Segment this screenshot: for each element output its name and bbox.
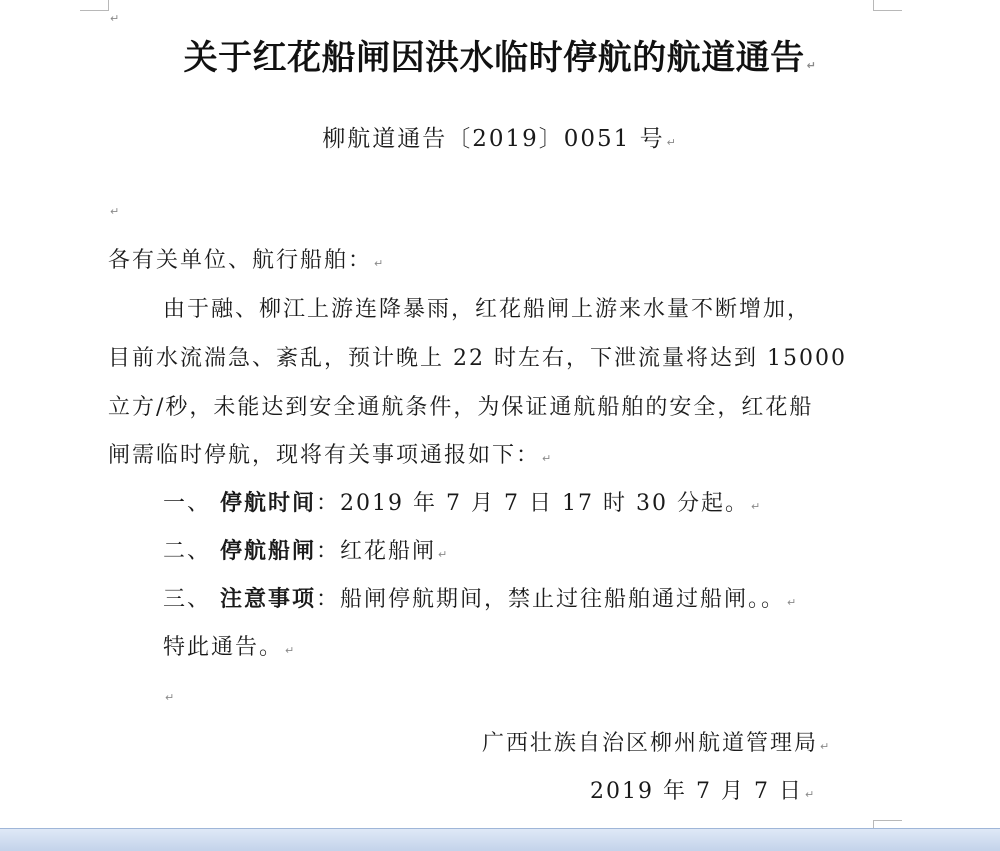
page-corner-top-right [873,0,902,11]
body-line[interactable]: 由于融、柳江上游连降暴雨，红花船闸上游来水量不断增加， [163,297,812,322]
paragraph-mark: ↵ [110,12,120,25]
page-corner-top-left [80,0,109,11]
document-number[interactable]: 柳航道通告〔2019〕0051 号 ↵ [322,126,678,152]
list-item-number: 一、 [163,491,212,516]
list-item-text: ：红花船闸 [316,539,437,564]
document-title[interactable]: 关于红花船闸因洪水临时停航的航道通告 ↵ [183,38,817,78]
issuer-signature[interactable]: 广西壮族自治区柳州航道管理局 ↵ [482,731,832,756]
list-item-number: 二、 [163,539,212,564]
list-item-text: ：船闸停航期间，禁止过往船舶通过船闸。。 [316,587,786,612]
body-line[interactable]: 立方/秒，未能达到安全通航条件，为保证通航船舶的安全，红花船 [108,395,814,420]
closing-text[interactable]: 特此通告。 ↵ [163,635,297,660]
body-line[interactable]: 目前水流湍急、紊乱，预计晚上 22 时左右，下泄流量将达到 15000 [108,346,847,371]
list-item[interactable]: 一、 停航时间：2019 年 7 月 7 日 17 时 30 分起。 ↵ [163,490,763,516]
body-line[interactable]: 闸需临时停航，现将有关事项通报如下： ↵ [108,443,554,468]
issue-date[interactable]: 2019 年 7 月 7 日 ↵ [590,779,817,804]
list-item-number: 三、 [163,587,212,612]
empty-paragraph-mark: ↵ [165,691,175,704]
status-bar [0,828,1000,851]
list-item-text: ：2019 年 7 月 7 日 17 时 30 分起。 [316,491,749,516]
empty-paragraph-mark: ↵ [110,205,120,218]
salutation[interactable]: 各有关单位、航行船舶： ↵ [108,248,386,273]
list-item-label: 停航船闸 [220,538,317,564]
list-item[interactable]: 三、 注意事项：船闸停航期间，禁止过往船舶通过船闸。。 ↵ [163,586,799,612]
list-item-label: 停航时间 [220,490,317,516]
list-item[interactable]: 二、 停航船闸：红花船闸 ↵ [163,538,450,564]
list-item-label: 注意事项 [220,586,317,612]
